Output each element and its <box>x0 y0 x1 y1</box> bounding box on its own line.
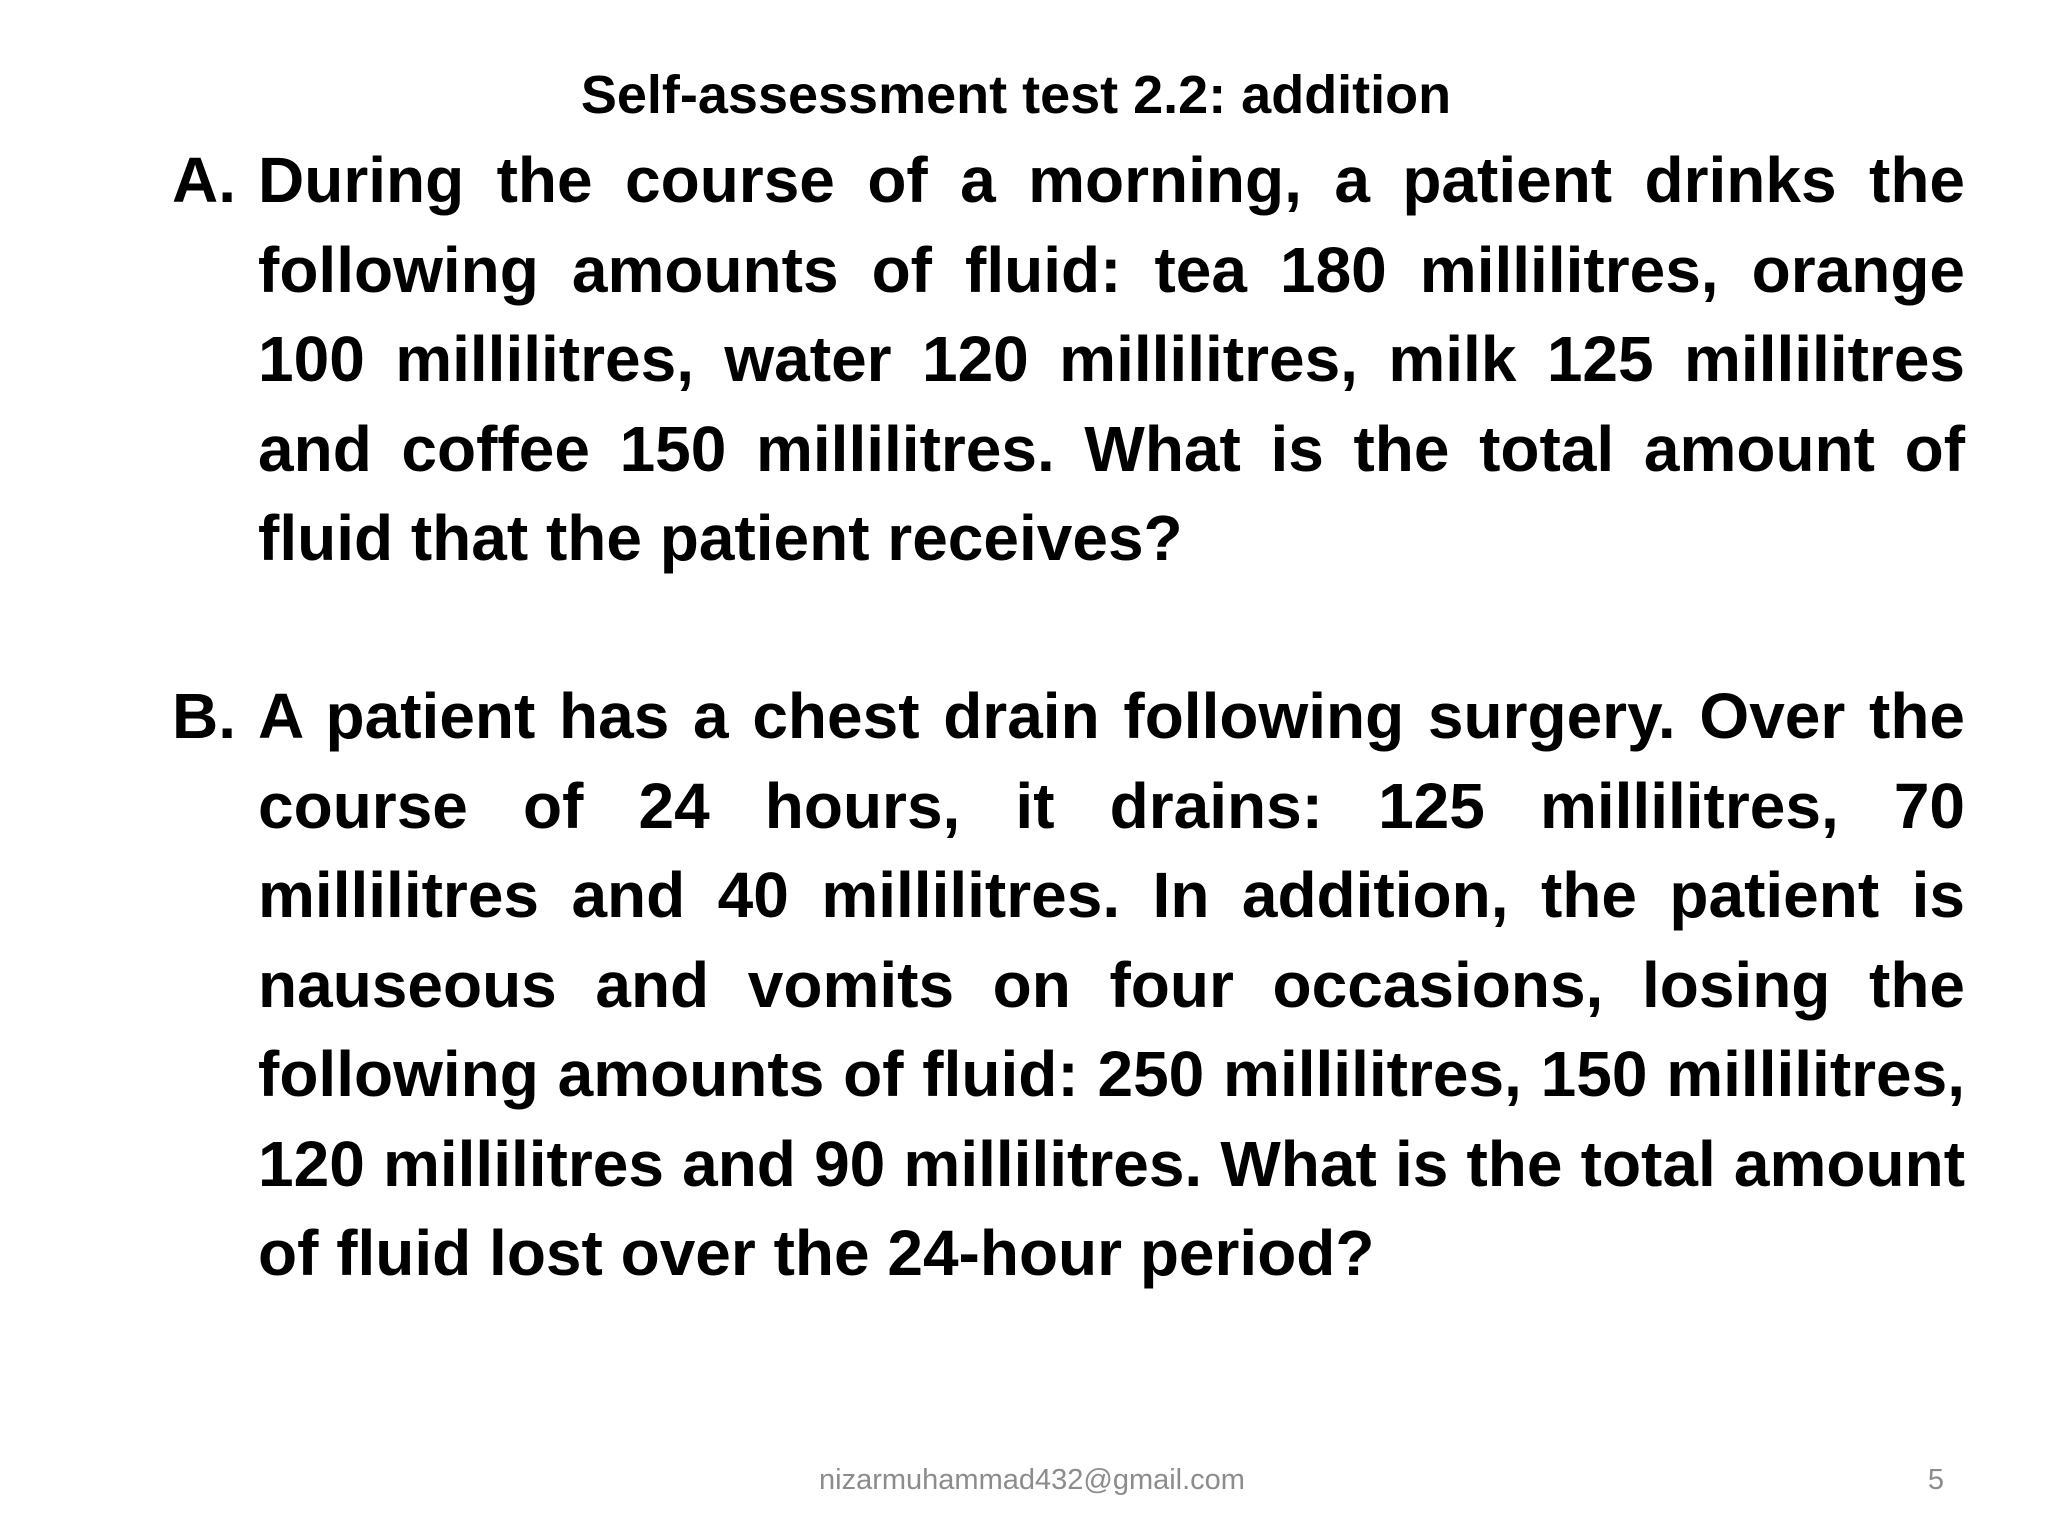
question-b <box>172 672 1965 1299</box>
question-b-letter: B. <box>172 680 236 752</box>
question-a <box>172 136 1965 584</box>
question-a-text: During the course of a morning, a patient drinks the following amounts of fluid: tea 180 millilitres, orange 100 millilitres, water 120 millilitres, milk 125 millilitres and coffee 150 millilitres. What is the total amount of fluid that the patient receives? <box>258 144 1965 574</box>
question-b-text: A patient has a chest drain following surgery. Over the course of 24 hours, it drains: 125 millilitres, 70 millilitres and 40 millilitres. In addition, the patient is nauseous and vomits on four occasions, losing the following amounts of fluid: 250 millilitres, 150 millilitres, 120 millilitres and 90 millilitres. What is the total amount of fluid lost over the 24-hour period? <box>258 680 1965 1289</box>
slide-title <box>0 60 2048 130</box>
page-number: 5 <box>1927 1464 1944 1496</box>
footer-email <box>0 1462 2048 1498</box>
slide-title-text: Self-assessment test 2.2: addition <box>580 65 1452 125</box>
question-a-letter: A. <box>172 144 236 216</box>
footer-email-text: nizarmuhammad432@gmail.com <box>819 1464 1245 1496</box>
